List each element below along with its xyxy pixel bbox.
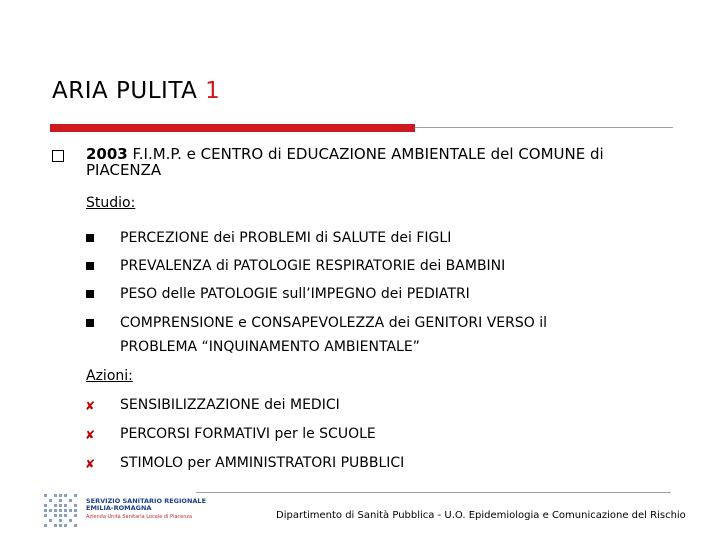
logo-dot [44,504,47,507]
logo-dot [74,514,77,517]
title-text: ARIA PULITA [52,78,198,104]
ausl-logo [44,494,207,530]
hollow-square-icon [52,150,64,162]
logo-dot [64,524,67,527]
logo-grid-icon [44,494,80,530]
logo-dot [49,499,52,502]
logo-dot [74,509,77,512]
filled-square-icon [86,234,94,242]
logo-dot [54,494,57,497]
azioni-item: PERCORSI FORMATIVI per le SCUOLE [120,426,376,442]
studio-item: PREVALENZA di PATOLOGIE RESPIRATORIE dei BAMBINI [120,258,506,274]
logo-dot [74,494,77,497]
footer-rule [196,492,671,493]
logo-dot [69,519,72,522]
logo-dot [44,524,47,527]
title-red-rule [50,124,415,132]
cross-mark-icon: ✘ [85,399,96,413]
logo-dot [64,504,67,507]
studio-item: PERCEZIONE dei PROBLEMI di SALUTE dei FIGLI [120,230,452,246]
title-number: 1 [205,78,221,104]
filled-square-icon [86,290,94,298]
logo-line-2: EMILIA-ROMAGNA [86,504,152,512]
cross-mark-icon: ✘ [85,457,96,471]
slide-title [52,78,220,104]
logo-dot [64,494,67,497]
studio-label: Studio: [86,195,136,211]
logo-dot [59,499,62,502]
logo-dot [59,509,62,512]
logo-dot [54,509,57,512]
azioni-label: Azioni: [86,368,133,384]
logo-dot [69,499,72,502]
logo-dot [64,509,67,512]
main-bullet-text [86,146,676,178]
logo-subtitle: Azienda Unità Sanitaria Locale di Piacenza [86,514,193,520]
logo-dot [59,524,62,527]
azioni-item: STIMOLO per AMMINISTRATORI PUBBLICI [120,455,405,471]
studio-item: COMPRENSIONE e CONSAPEVOLEZZA dei GENITORI VERSO il [120,315,548,331]
logo-dot [64,514,67,517]
logo-title [86,498,206,512]
main-year: 2003 [86,145,128,163]
main-description: F.I.M.P. e CENTRO di EDUCAZIONE AMBIENTALE del COMUNE di PIACENZA [86,145,604,179]
logo-dot [54,524,57,527]
footer-text: Dipartimento di Sanità Pubblica - U.O. Epidemiologia e Comunicazione del Rischio [276,510,686,521]
logo-dot [59,514,62,517]
logo-line-1: SERVIZIO SANITARIO REGIONALE [86,497,207,505]
logo-dot [54,504,57,507]
studio-item-continuation: PROBLEMA “INQUINAMENTO AMBIENTALE” [120,339,420,355]
logo-dot [59,494,62,497]
studio-item: PESO delle PATOLOGIE sull’IMPEGNO dei PEDIATRI [120,286,470,302]
azioni-item: SENSIBILIZZAZIONE dei MEDICI [120,397,340,413]
logo-dot [54,514,57,517]
logo-dot [69,509,72,512]
logo-dot [49,509,52,512]
logo-dot [44,494,47,497]
logo-dot [59,519,62,522]
logo-dot [74,524,77,527]
filled-square-icon [86,319,94,327]
logo-dot [74,504,77,507]
logo-dot [49,519,52,522]
cross-mark-icon: ✘ [85,428,96,442]
filled-square-icon [86,262,94,270]
logo-dot [59,504,62,507]
logo-dot [44,509,47,512]
logo-dot [44,514,47,517]
title-grey-rule [415,127,673,128]
